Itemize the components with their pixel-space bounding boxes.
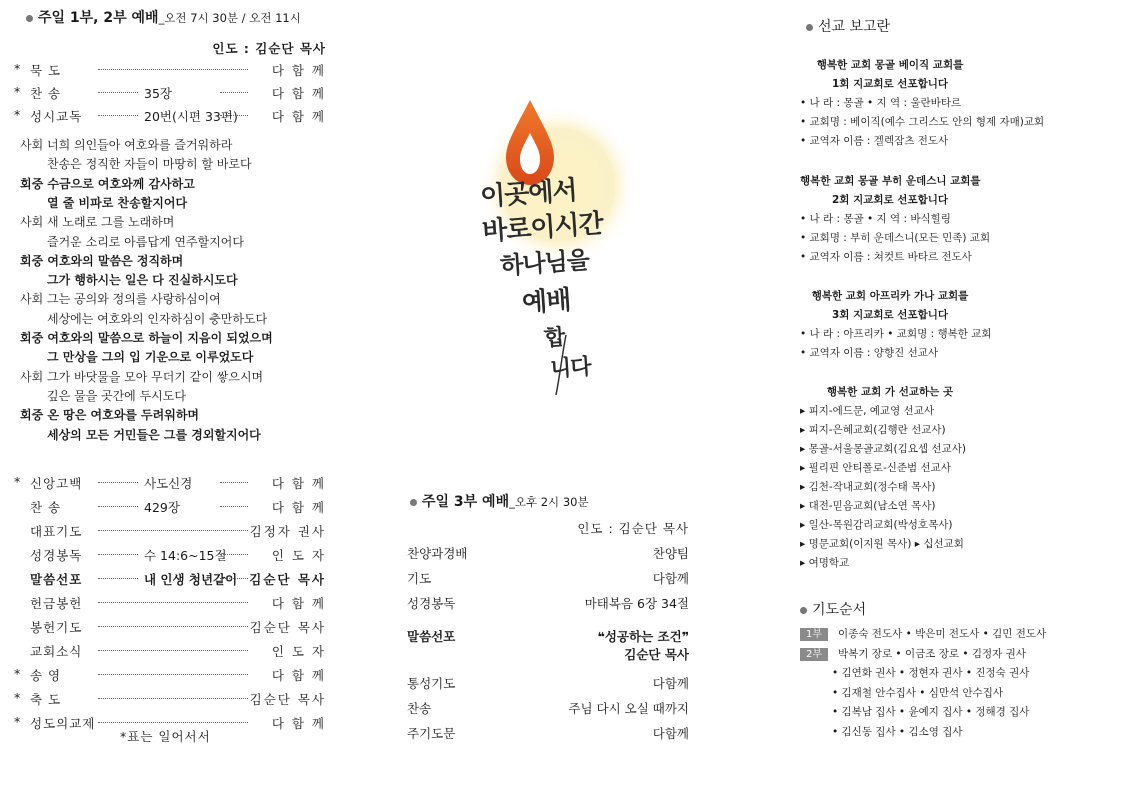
- service12-header: [26, 7, 301, 27]
- service3-label: 성경봉독: [407, 596, 456, 611]
- mission-title: 선교 보고란: [818, 19, 891, 35]
- order-label: 말씀선포: [30, 572, 83, 587]
- service3-value: [598, 627, 689, 663]
- mission-line: ▸ 일산-목원감리교회(박성호목사): [800, 519, 953, 531]
- reading-line: [20, 426, 261, 443]
- leader-dots: [98, 578, 138, 579]
- reading-line: [20, 213, 174, 230]
- prayer-row: [800, 646, 1026, 661]
- order-row: [14, 474, 326, 492]
- service3-value: [585, 594, 689, 612]
- service3-value-text: 마태복음 6장 34절: [584, 596, 689, 611]
- service12-leader: 인도 : 김순단 목사: [212, 41, 326, 56]
- order-label: 축 도: [30, 692, 62, 707]
- order-label: 찬 송: [30, 86, 62, 101]
- mission-line: ▸ 김천-작내교회(정수태 목사): [800, 481, 936, 493]
- prayer-row: [800, 665, 1029, 680]
- order-person: 김순단 목사: [249, 620, 326, 635]
- leader-dots: [98, 602, 248, 603]
- order-row: [14, 498, 326, 516]
- stand-marker: *: [14, 84, 21, 99]
- calligraphy-illustration: [470, 85, 640, 420]
- calligraphy-word: 바로이시간: [481, 208, 604, 248]
- service3-row: [407, 594, 689, 612]
- reading-line: [20, 271, 238, 288]
- order-person: 다 함 께: [271, 476, 326, 491]
- reading-text: 깊은 물을 곳간에 두시도다: [47, 388, 186, 403]
- order-label: 성경봉독: [30, 548, 83, 563]
- mission-header: [806, 16, 890, 36]
- mission-declaration: 3회 지교회로 선포합니다: [831, 309, 949, 321]
- mission-line: • 교역자 이름 : 쳐컷트 바타르 전도사: [800, 251, 972, 263]
- reading-text: 회중 온 땅은 여호와를 두려워하며: [20, 408, 200, 423]
- order-row: [14, 107, 326, 125]
- mission-declaration: 2회 지교회로 선포합니다: [831, 194, 949, 206]
- prayer-row: [800, 626, 1046, 641]
- order-detail: 수 14:6~15절: [144, 548, 227, 563]
- order-row: [14, 690, 326, 708]
- mission-heading: 행복한 교회 몽골 베이직 교회를: [816, 59, 964, 71]
- order-label: 성시교독: [30, 109, 83, 124]
- service3-value: [653, 724, 689, 742]
- leader-dots: [98, 506, 138, 507]
- stand-marker: *: [14, 666, 21, 681]
- leader-dots: [98, 554, 138, 555]
- mission-line: • 교역자 이름 : 양향진 선교사: [800, 347, 938, 359]
- reading-line: [20, 368, 263, 385]
- calligraphy-word: 이곳에서: [479, 175, 578, 213]
- order-label: 헌금봉헌: [30, 596, 83, 611]
- service3-title: 주일 3부 예배: [422, 494, 510, 510]
- leader-dots: [98, 674, 248, 675]
- prayer-names: 이종숙 전도사 • 박은미 전도사 • 김민 전도사: [838, 628, 1047, 640]
- service3-row: [407, 699, 689, 717]
- order-row: [14, 618, 326, 636]
- service3-value-text: 주님 다시 오실 때까지: [568, 701, 689, 716]
- service3-label: 찬양과경배: [407, 546, 468, 561]
- reading-line: [20, 406, 199, 423]
- reading-text: 사회 그는 공의와 정의를 사랑하심이여: [20, 292, 221, 307]
- leader-dots: [98, 530, 248, 531]
- stand-marker: *: [14, 61, 21, 76]
- order-row: [14, 666, 326, 684]
- leader-dots: [98, 698, 248, 699]
- order-person: 인 도 자: [271, 548, 326, 563]
- prayer-row: [800, 704, 1029, 719]
- leader-dots: [220, 554, 248, 555]
- mission-line: • 교회명 : 부히 운데스니(모든 민족) 교회: [800, 232, 991, 244]
- prayer-service-badge: 1부: [800, 628, 828, 641]
- service3-label: 기도: [407, 571, 432, 586]
- order-row: [14, 642, 326, 660]
- footnote: *표는 일어서서: [120, 729, 211, 744]
- mission-line: ▸ 여명학교: [800, 557, 850, 569]
- service3-label: 주기도문: [407, 726, 456, 741]
- mission-heading: 행복한 교회 아프리카 가나 교회를: [811, 290, 969, 302]
- reading-text: 사회 그가 바닷물을 모아 무더기 같이 쌓으시며: [20, 369, 264, 384]
- mission-line: • 나 라 : 아프리카 • 교회명 : 행복한 교회: [800, 328, 992, 340]
- reading-line: [20, 290, 221, 307]
- order-person: 다 함 께: [271, 63, 326, 78]
- prayer-service-badge: 2부: [800, 648, 828, 661]
- order-person: 다 함 께: [271, 668, 326, 683]
- reading-line: [20, 194, 187, 211]
- stand-marker: *: [14, 690, 21, 705]
- reading-text: 그가 행하시는 일은 다 진실하시도다: [47, 273, 238, 288]
- order-label: 봉헌기도: [30, 620, 83, 635]
- leader-dots: [98, 482, 138, 483]
- service3-value-text: ❝성공하는 조건❞: [597, 629, 689, 644]
- mission-declaration: 1회 지교회로 선포합니다: [831, 78, 949, 90]
- service3-value-text: 다함께: [652, 676, 689, 691]
- leader-dots: [220, 578, 248, 579]
- order-row: [14, 61, 326, 79]
- service3-row: [407, 569, 689, 587]
- stand-marker: *: [14, 714, 21, 729]
- mission-line: • 교회명 : 베이직(예수 그리스도 안의 형제 자매)교회: [800, 116, 1045, 128]
- prayer-title: 기도순서: [812, 602, 867, 618]
- service3-value-text: 다함께: [652, 571, 689, 586]
- leader-dots: [220, 506, 248, 507]
- mission-line: ▸ 명문교회(이지원 목사) ▸ 십선교회: [800, 538, 964, 550]
- mission-line: • 나 라 : 몽골 • 지 역 : 울란바타르: [800, 97, 962, 109]
- order-detail: 20번(시편 33편): [144, 109, 238, 124]
- order-label: 묵 도: [30, 63, 62, 78]
- leader-dots: [98, 626, 248, 627]
- order-label: 송 영: [30, 668, 62, 683]
- order-person: 김순단 목사: [249, 572, 326, 587]
- service3-leader: 인도 : 김순단 목사: [577, 521, 689, 536]
- leader-dots: [220, 482, 248, 483]
- reading-line: [20, 136, 232, 153]
- leader-dots: [98, 650, 248, 651]
- service3-time: _오후 2시 30분: [509, 495, 589, 509]
- mission-heading: 행복한 교회 몽골 부히 운데스니 교회를: [800, 175, 981, 187]
- order-person: 김정자 권사: [249, 524, 326, 539]
- bullet-icon: [26, 15, 33, 22]
- service3-row: [407, 724, 689, 742]
- service3-value: [653, 544, 689, 562]
- prayer-names: • 김복남 집사 • 윤예지 집사 • 정해경 집사: [832, 706, 1030, 718]
- order-label: 신앙고백: [30, 476, 83, 491]
- service3-value: [568, 699, 689, 717]
- bullet-icon: [800, 607, 807, 614]
- mission-line: • 나 라 : 몽골 • 지 역 : 바식힐링: [800, 213, 951, 225]
- leader-dots: [98, 92, 138, 93]
- order-row: [14, 546, 326, 564]
- mission-line: ▸ 대전-믿음교회(남소연 목사): [800, 500, 936, 512]
- bullet-icon: [806, 24, 813, 31]
- calligraphy-word: 하나님을: [499, 244, 590, 281]
- order-person: 인 도 자: [271, 644, 326, 659]
- reading-text: 세상의 모든 거민들은 그를 경외할지어다: [47, 427, 261, 442]
- service3-label: 통성기도: [407, 676, 456, 691]
- reading-line: [20, 348, 253, 365]
- service3-header: [410, 491, 589, 511]
- prayer-names: • 김연화 권사 • 정현자 권사 • 진정숙 권사: [832, 667, 1030, 679]
- mission-line: ▸ 필리핀 안티폴로-신준범 선교사: [800, 462, 951, 474]
- prayer-names: • 김재철 안수집사 • 심만석 안수집사: [832, 686, 1004, 699]
- reading-text: 열 줄 비파로 찬송할지어다: [47, 195, 188, 210]
- order-person: 다 함 께: [271, 596, 326, 611]
- reading-text: 그 만상을 그의 입 기운으로 이루었도다: [47, 350, 254, 365]
- reading-text: 사회 새 노래로 그를 노래하며: [20, 215, 175, 230]
- service3-value: [653, 569, 689, 587]
- leader-dots: [98, 69, 248, 70]
- prayer-names: 박복기 장로 • 이금조 장로 • 김정자 권사: [838, 647, 1026, 660]
- order-person: 다 함 께: [271, 500, 326, 515]
- reading-text: 회중 여호와의 말씀으로 하늘이 지음이 되었으며: [20, 331, 273, 345]
- order-label: 성도의교제: [30, 716, 96, 731]
- reading-line: [20, 175, 195, 192]
- stand-marker: *: [14, 474, 21, 489]
- service3-value-text: 찬양팀: [652, 546, 689, 561]
- reading-line: [20, 233, 244, 250]
- order-row: [14, 522, 326, 540]
- service3-row: [407, 544, 689, 562]
- reading-text: 회중 여호와의 말씀은 정직하며: [20, 253, 184, 268]
- order-person: 다 함 께: [271, 109, 326, 124]
- service3-row: [407, 627, 689, 661]
- order-label: 대표기도: [30, 524, 83, 539]
- leader-dots: [220, 92, 248, 93]
- order-person: 다 함 께: [271, 86, 326, 101]
- leader-dots: [220, 115, 248, 116]
- order-detail: 사도신경: [144, 476, 193, 491]
- mission-line: • 교역자 이름 : 겔렉잠츠 전도사: [800, 135, 949, 147]
- order-detail: 35장: [144, 86, 172, 101]
- order-row: [14, 570, 326, 588]
- reading-text: 즐거운 소리로 아름답게 연주할지어다: [47, 234, 244, 249]
- reading-text: 사회 너희 의인들아 여호와를 즐거워하라: [20, 138, 233, 152]
- reading-text: 세상에는 여호와의 인자하심이 충만하도다: [47, 311, 268, 326]
- reading-line: [20, 387, 186, 404]
- calligraphy-word: 예배: [521, 285, 572, 319]
- service3-value-text: 다함께: [652, 726, 689, 741]
- order-person: 다 함 께: [271, 716, 326, 731]
- service3-label: 말씀선포: [407, 629, 456, 644]
- prayer-row: [800, 685, 1003, 700]
- service3-row: [407, 674, 689, 692]
- calligraphy-word: 니다: [549, 353, 592, 383]
- order-row: [14, 594, 326, 612]
- leader-dots: [98, 722, 248, 723]
- reading-line: [20, 155, 252, 172]
- reading-line: [20, 252, 183, 269]
- service3-value: [653, 674, 689, 692]
- reading-line: [20, 310, 267, 327]
- leader-dots: [98, 115, 138, 116]
- service3-label: 찬송: [407, 701, 432, 716]
- prayer-header: [800, 599, 866, 619]
- order-label: 찬 송: [30, 500, 62, 515]
- mission-line: ▸ 피지-은혜교회(김행란 선교사): [800, 424, 946, 436]
- service12-title: 주일 1부, 2부 예배: [38, 10, 159, 26]
- stand-marker: *: [14, 107, 21, 122]
- bullet-icon: [410, 499, 417, 506]
- order-label: 교회소식: [30, 644, 83, 659]
- order-row: [14, 84, 326, 102]
- prayer-row: [800, 724, 963, 739]
- reading-text: 회중 수금으로 여호와께 감사하고: [20, 176, 195, 191]
- mission-line: ▸ 피지-에드문, 예교영 선교사: [800, 405, 934, 417]
- prayer-names: • 김신동 집사 • 김소영 집사: [832, 725, 963, 738]
- service12-time: _오전 7시 30분 / 오전 11시: [158, 11, 301, 25]
- reading-line: [20, 329, 273, 346]
- order-detail: 429장: [144, 500, 180, 515]
- reading-text: 찬송은 정직한 자들이 마땅히 할 바로다: [47, 157, 252, 172]
- mission-heading: 행복한 교회 가 선교하는 곳: [826, 386, 954, 398]
- order-person: 김순단 목사: [249, 692, 326, 707]
- calligraphy-word: 합: [543, 324, 566, 352]
- mission-line: ▸ 몽골-서울몽골교회(김요셉 선교사): [800, 443, 966, 455]
- service3-speaker: 김순단 목사: [624, 647, 689, 662]
- order-detail: 내 인생 청년같이: [144, 572, 238, 587]
